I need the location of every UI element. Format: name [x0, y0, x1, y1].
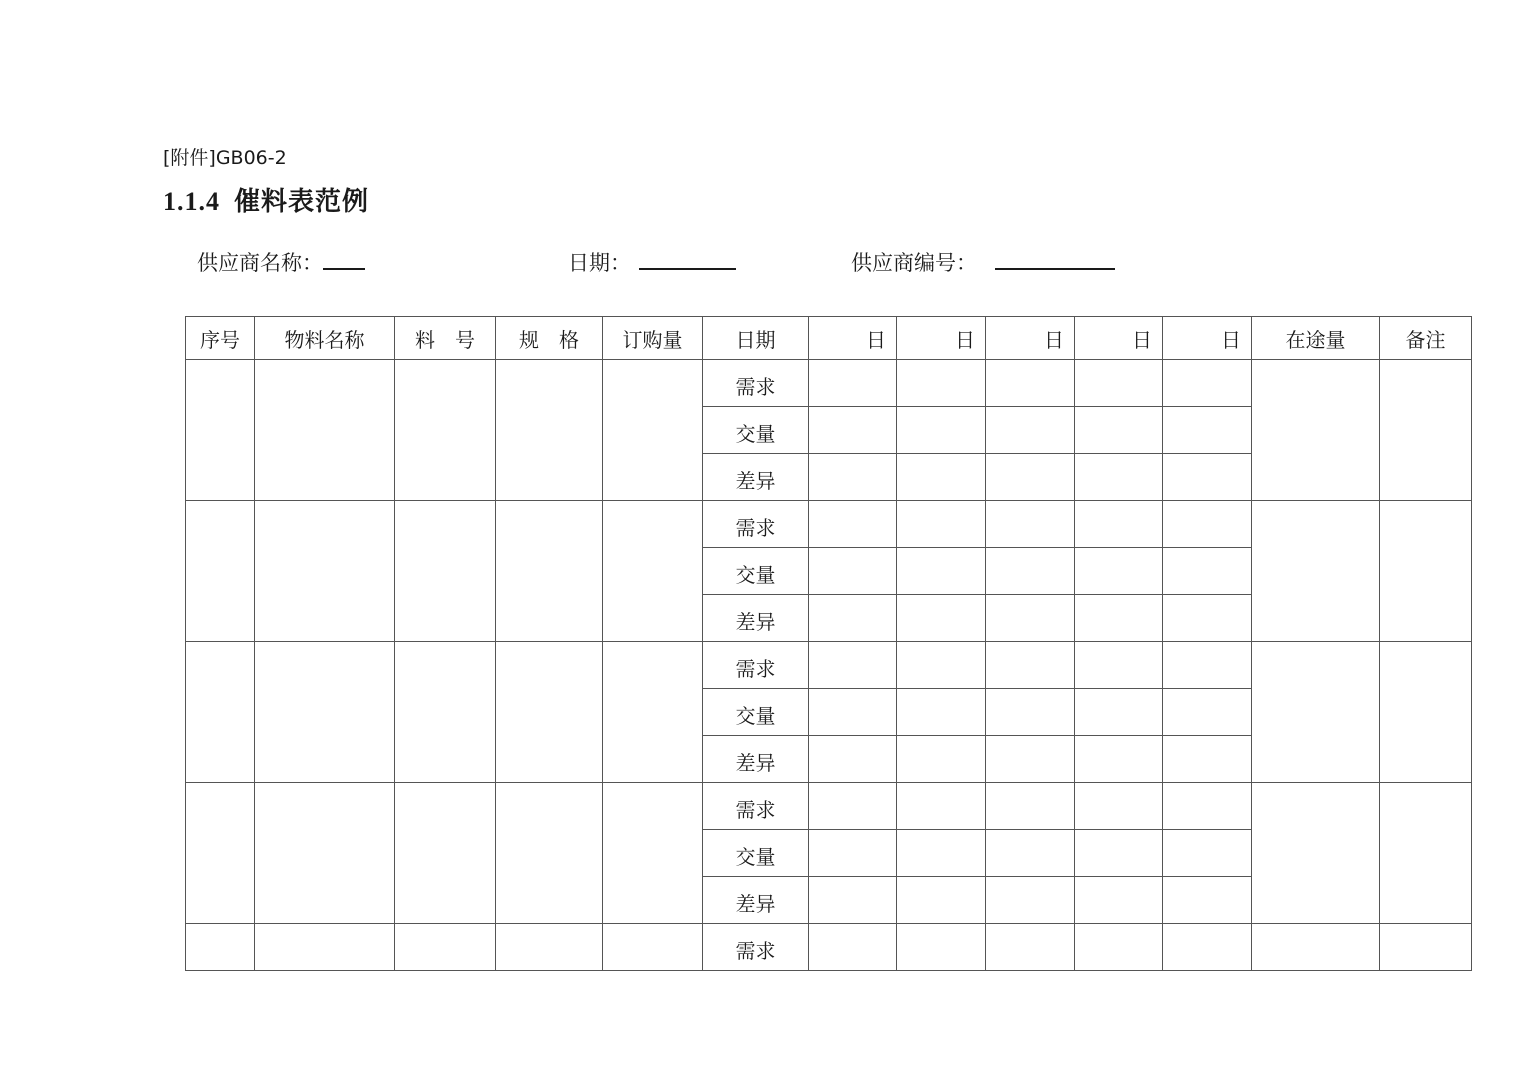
cell-day[interactable] [986, 360, 1075, 407]
header-part-no: 料 号 [395, 317, 496, 360]
cell-part-no[interactable] [395, 924, 496, 971]
supplier-no-label: 供应商编号： [851, 251, 977, 275]
cell-day[interactable] [1163, 548, 1252, 595]
cell-day[interactable] [897, 548, 986, 595]
cell-material-name[interactable] [255, 642, 395, 783]
cell-day[interactable] [897, 877, 986, 924]
table-row [186, 360, 1472, 407]
cell-remark[interactable] [1380, 783, 1472, 924]
cell-remark[interactable] [1380, 360, 1472, 501]
header-seq: 序号 [186, 317, 255, 360]
supplier-name-field[interactable] [197, 246, 365, 277]
header-in-transit: 在途量 [1252, 317, 1380, 360]
cell-day[interactable] [1163, 830, 1252, 877]
table-row [186, 642, 1472, 689]
cell-order-qty[interactable] [603, 501, 703, 642]
cell-day[interactable] [897, 454, 986, 501]
cell-day[interactable] [809, 924, 897, 971]
cell-day[interactable] [986, 548, 1075, 595]
section-title: 催料表范例 [234, 187, 370, 217]
cell-day[interactable] [1075, 924, 1163, 971]
header-day-3: 日 [986, 317, 1075, 360]
label-delivered: 交量 [703, 830, 809, 877]
cell-spec[interactable] [496, 924, 603, 971]
cell-day[interactable] [809, 642, 897, 689]
cell-remark[interactable] [1380, 642, 1472, 783]
table-row [186, 783, 1472, 830]
cell-day[interactable] [897, 360, 986, 407]
cell-day[interactable] [986, 454, 1075, 501]
header-day-1: 日 [809, 317, 897, 360]
cell-day[interactable] [809, 877, 897, 924]
header-date: 日期 [703, 317, 809, 360]
cell-part-no[interactable] [395, 501, 496, 642]
cell-day[interactable] [986, 642, 1075, 689]
label-difference: 差异 [703, 736, 809, 783]
cell-day[interactable] [809, 830, 897, 877]
cell-seq[interactable] [186, 501, 255, 642]
section-heading [163, 181, 369, 218]
cell-day[interactable] [897, 924, 986, 971]
cell-part-no[interactable] [395, 360, 496, 501]
section-number: 1.1.4 [163, 187, 220, 216]
cell-part-no[interactable] [395, 642, 496, 783]
cell-seq[interactable] [186, 360, 255, 501]
cell-day[interactable] [1163, 736, 1252, 783]
cell-order-qty[interactable] [603, 360, 703, 501]
cell-day[interactable] [1163, 407, 1252, 454]
label-demand: 需求 [703, 501, 809, 548]
date-label: 日期： [568, 251, 631, 275]
cell-day[interactable] [1163, 360, 1252, 407]
cell-day[interactable] [897, 783, 986, 830]
cell-day[interactable] [1075, 877, 1163, 924]
cell-day[interactable] [986, 924, 1075, 971]
cell-in-transit[interactable] [1252, 642, 1380, 783]
cell-seq[interactable] [186, 924, 255, 971]
cell-day[interactable] [1163, 595, 1252, 642]
cell-day[interactable] [986, 689, 1075, 736]
cell-day[interactable] [1075, 407, 1163, 454]
cell-day[interactable] [809, 689, 897, 736]
supplier-name-label: 供应商名称： [197, 251, 323, 275]
cell-day[interactable] [1163, 689, 1252, 736]
header-remark: 备注 [1380, 317, 1472, 360]
date-blank[interactable] [639, 246, 736, 270]
cell-remark[interactable] [1380, 501, 1472, 642]
cell-day[interactable] [1075, 736, 1163, 783]
cell-order-qty[interactable] [603, 642, 703, 783]
table-row [186, 924, 1472, 971]
cell-day[interactable] [897, 830, 986, 877]
cell-day[interactable] [1163, 924, 1252, 971]
supplier-no-field[interactable] [851, 246, 1115, 277]
cell-day[interactable] [897, 501, 986, 548]
cell-day[interactable] [1163, 642, 1252, 689]
cell-day[interactable] [809, 736, 897, 783]
label-difference: 差异 [703, 595, 809, 642]
label-delivered: 交量 [703, 689, 809, 736]
header-day-2: 日 [897, 317, 986, 360]
cell-day[interactable] [1163, 454, 1252, 501]
cell-day[interactable] [986, 830, 1075, 877]
header-row [186, 317, 1472, 360]
table-row [186, 501, 1472, 548]
cell-day[interactable] [897, 689, 986, 736]
cell-day[interactable] [809, 783, 897, 830]
cell-day[interactable] [809, 548, 897, 595]
header-order-qty: 订购量 [603, 317, 703, 360]
cell-day[interactable] [1075, 830, 1163, 877]
cell-order-qty[interactable] [603, 783, 703, 924]
cell-material-name[interactable] [255, 924, 395, 971]
cell-order-qty[interactable] [603, 924, 703, 971]
expedite-table [185, 316, 1472, 971]
cell-day[interactable] [809, 360, 897, 407]
attachment-label: [附件]GB06-2 [163, 147, 287, 169]
cell-in-transit[interactable] [1252, 360, 1380, 501]
cell-day[interactable] [1075, 360, 1163, 407]
cell-material-name[interactable] [255, 501, 395, 642]
header-day-4: 日 [1075, 317, 1163, 360]
cell-seq[interactable] [186, 783, 255, 924]
cell-day[interactable] [897, 407, 986, 454]
cell-material-name[interactable] [255, 360, 395, 501]
supplier-no-blank[interactable] [995, 246, 1115, 270]
cell-seq[interactable] [186, 642, 255, 783]
cell-day[interactable] [986, 501, 1075, 548]
cell-in-transit[interactable] [1252, 924, 1380, 971]
cell-day[interactable] [809, 454, 897, 501]
cell-day[interactable] [1075, 595, 1163, 642]
cell-day[interactable] [1163, 877, 1252, 924]
cell-day[interactable] [1075, 454, 1163, 501]
cell-spec[interactable] [496, 642, 603, 783]
cell-day[interactable] [1163, 501, 1252, 548]
cell-day[interactable] [986, 407, 1075, 454]
cell-day[interactable] [809, 501, 897, 548]
cell-in-transit[interactable] [1252, 501, 1380, 642]
cell-material-name[interactable] [255, 783, 395, 924]
cell-day[interactable] [897, 642, 986, 689]
label-difference: 差异 [703, 877, 809, 924]
cell-day[interactable] [986, 595, 1075, 642]
cell-day[interactable] [1075, 501, 1163, 548]
cell-day[interactable] [809, 595, 897, 642]
label-demand: 需求 [703, 783, 809, 830]
label-difference: 差异 [703, 454, 809, 501]
cell-part-no[interactable] [395, 783, 496, 924]
cell-day[interactable] [897, 595, 986, 642]
cell-spec[interactable] [496, 783, 603, 924]
cell-day[interactable] [1163, 783, 1252, 830]
cell-day[interactable] [986, 736, 1075, 783]
label-demand: 需求 [703, 642, 809, 689]
label-delivered: 交量 [703, 407, 809, 454]
supplier-name-blank[interactable] [323, 246, 365, 270]
label-demand: 需求 [703, 360, 809, 407]
cell-spec[interactable] [496, 360, 603, 501]
cell-day[interactable] [1075, 783, 1163, 830]
cell-day[interactable] [809, 407, 897, 454]
cell-day[interactable] [1075, 689, 1163, 736]
date-field[interactable] [568, 246, 736, 277]
cell-day[interactable] [1075, 548, 1163, 595]
cell-spec[interactable] [496, 501, 603, 642]
header-day-5: 日 [1163, 317, 1252, 360]
cell-day[interactable] [897, 736, 986, 783]
cell-day[interactable] [1075, 642, 1163, 689]
label-delivered: 交量 [703, 548, 809, 595]
header-material-name: 物料名称 [255, 317, 395, 360]
header-spec: 规 格 [496, 317, 603, 360]
cell-in-transit[interactable] [1252, 783, 1380, 924]
cell-day[interactable] [986, 877, 1075, 924]
label-demand: 需求 [703, 924, 809, 971]
cell-remark[interactable] [1380, 924, 1472, 971]
cell-day[interactable] [986, 783, 1075, 830]
